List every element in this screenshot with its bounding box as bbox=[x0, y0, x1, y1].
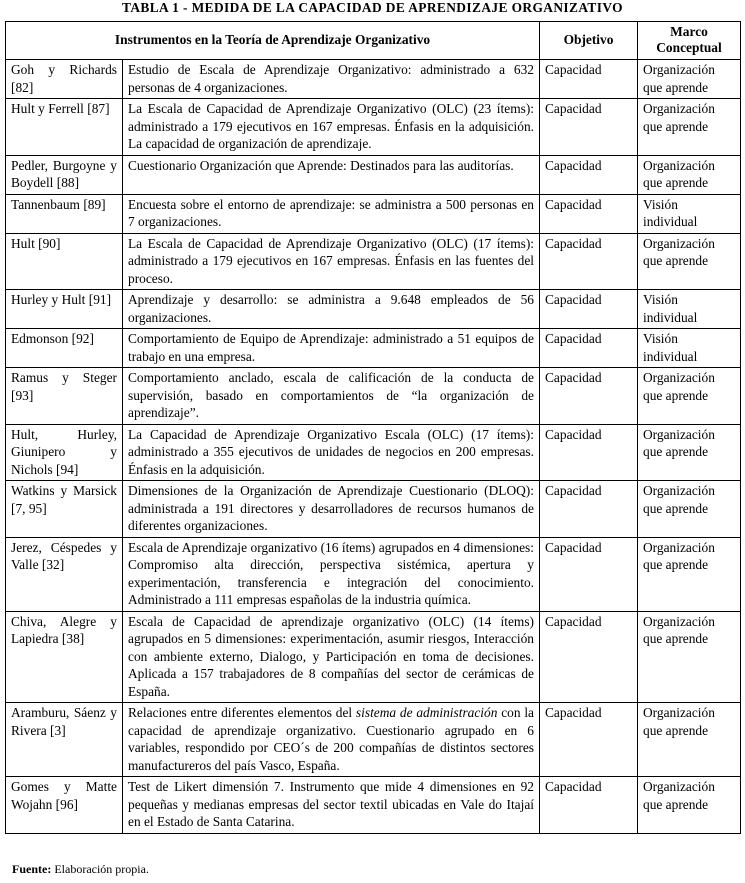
description-cell bbox=[123, 537, 540, 611]
description-cell bbox=[123, 155, 540, 194]
objetivo-cell: Capacidad bbox=[540, 481, 638, 538]
header-marco-conceptual: Marco Conceptual bbox=[638, 22, 741, 60]
table-row bbox=[6, 611, 741, 703]
marco-conceptual-cell: Visión individual bbox=[638, 329, 741, 368]
author-cell: Goh y Richards [82] bbox=[6, 60, 123, 99]
table-row bbox=[6, 194, 741, 233]
author-cell: Hult [90] bbox=[6, 233, 123, 290]
author-cell: Hurley y Hult [91] bbox=[6, 290, 123, 329]
objetivo-cell: Capacidad bbox=[540, 233, 638, 290]
description-text: Aprendizaje y desarrollo: se administra a 9.648 empleados de 56 organizaciones. bbox=[128, 292, 534, 325]
description-cell bbox=[123, 611, 540, 703]
description-text: Comportamiento anclado, escala de calificación de la conducta de supervisión, basado en comportamientos de “la organización de aprendizaje”. bbox=[128, 370, 534, 420]
marco-conceptual-cell: Visión individual bbox=[638, 194, 741, 233]
marco-conceptual-cell: Organización que aprende bbox=[638, 233, 741, 290]
author-cell: Pedler, Burgoyne y Boydell [88] bbox=[6, 155, 123, 194]
table-title: TABLA 1 - MEDIDA DE LA CAPACIDAD DE APRENDIZAJE ORGANIZATIVO bbox=[121, 0, 623, 15]
marco-conceptual-cell: Organización que aprende bbox=[638, 60, 741, 99]
measurement-table bbox=[5, 21, 741, 834]
description-text: Escala de Aprendizaje organizativo (16 ítems) agrupados en 4 dimensiones: Compromiso alta dirección, perspectiva sistémica, apertura y experimentación, transferencia e integración del conocimiento. Administrado a 111 empresas españolas de la industria química. bbox=[128, 539, 534, 607]
table-header-row bbox=[6, 22, 741, 60]
table-row bbox=[6, 329, 741, 368]
author-cell: Tannenbaum [89] bbox=[6, 194, 123, 233]
description-cell bbox=[123, 703, 540, 777]
description-text: Comportamiento de Equipo de Aprendizaje: administrado a 51 equipos de trabajo en una empresa. bbox=[128, 331, 534, 364]
description-text: Cuestionario Organización que Aprende: Destinados para las auditorías. bbox=[128, 157, 514, 173]
table-row bbox=[6, 233, 741, 290]
author-cell: Chiva, Alegre y Lapiedra [38] bbox=[6, 611, 123, 703]
table-row bbox=[6, 703, 741, 777]
description-text: Estudio de Escala de Aprendizaje Organizativo: administrado a 632 personas de 4 organizaciones. bbox=[128, 62, 534, 95]
description-text: La Capacidad de Aprendizaje Organizativo Escala (OLC) (17 ítems): administrado a 355 ejecutivos de unidades de negocios en 200 empresas. Énfasis en la adquisición. bbox=[128, 426, 534, 477]
table-row bbox=[6, 290, 741, 329]
objetivo-cell: Capacidad bbox=[540, 537, 638, 611]
description-cell bbox=[123, 777, 540, 834]
marco-conceptual-cell: Organización que aprende bbox=[638, 611, 741, 703]
objetivo-cell: Capacidad bbox=[540, 194, 638, 233]
table-row bbox=[6, 60, 741, 99]
description-text: Test de Likert dimensión 7. Instrumento que mide 4 dimensiones en 92 pequeñas y medianas empresas del sector textil ubicadas en Vale do Itajaí en el Estado de Santa Catarina. bbox=[128, 779, 534, 829]
objetivo-cell: Capacidad bbox=[540, 703, 638, 777]
description-cell bbox=[123, 194, 540, 233]
description-text: Relaciones entre diferentes elementos del bbox=[128, 705, 356, 720]
description-text: Escala de Capacidad de aprendizaje organizativo (OLC) (14 ítems) agrupados en 5 dimensiones: experimentación, asumir riesgos, Interacción con ambiente externo, Dialogo, y Participación en toma de decisiones. Aplicada a 157 trabajadores de 8 compañías del sector de cerámicas de España. bbox=[128, 613, 534, 699]
marco-conceptual-cell: Organización que aprende bbox=[638, 424, 741, 481]
author-cell: Jerez, Céspedes y Valle [32] bbox=[6, 537, 123, 611]
author-cell: Watkins y Marsick [7, 95] bbox=[6, 481, 123, 538]
table-row bbox=[6, 155, 741, 194]
description-cell bbox=[123, 60, 540, 99]
description-italic-text: sistema de administración bbox=[355, 705, 498, 720]
author-cell: Hult, Hurley, Giunipero y Nichols [94] bbox=[6, 424, 123, 481]
marco-conceptual-cell: Organización que aprende bbox=[638, 155, 741, 194]
description-text: La Escala de Capacidad de Aprendizaje Organizativo (OLC) (23 ítems): administrado a 179 ejecutivos en 167 empresas. Énfasis en la adquisición. La capacidad de organización de aprendizaje. bbox=[128, 101, 534, 151]
objetivo-cell: Capacidad bbox=[540, 290, 638, 329]
description-text-continued: con la capacidad de aprendizaje organizativo. Cuestionario agrupado en 6 variables, respondido por CEO´s de 200 compañías de distintos sectores manufactureros del país Vasco, España. bbox=[128, 705, 534, 773]
description-text: Dimensiones de la Organización de Aprendizaje Cuestionario (DLOQ): administrada a 191 directores y desarrolladores de recursos humanos de diferentes organizaciones. bbox=[128, 483, 534, 533]
table-row bbox=[6, 777, 741, 834]
source-label: Fuente: bbox=[12, 862, 52, 876]
author-cell: Hult y Ferrell [87] bbox=[6, 99, 123, 156]
objetivo-cell: Capacidad bbox=[540, 155, 638, 194]
description-text: Encuesta sobre el entorno de aprendizaje: se administra a 500 personas en 7 organizaciones. bbox=[128, 196, 534, 229]
table-row bbox=[6, 368, 741, 425]
table-body bbox=[6, 60, 741, 834]
objetivo-cell: Capacidad bbox=[540, 611, 638, 703]
objetivo-cell: Capacidad bbox=[540, 329, 638, 368]
description-cell bbox=[123, 329, 540, 368]
author-cell: Edmonson [92] bbox=[6, 329, 123, 368]
author-cell: Ramus y Steger [93] bbox=[6, 368, 123, 425]
marco-conceptual-cell: Organización que aprende bbox=[638, 777, 741, 834]
description-cell bbox=[123, 233, 540, 290]
author-cell: Aramburu, Sáenz y Rivera [3] bbox=[6, 703, 123, 777]
description-cell bbox=[123, 290, 540, 329]
table-row bbox=[6, 99, 741, 156]
description-cell bbox=[123, 368, 540, 425]
source-note bbox=[12, 862, 149, 876]
table-row bbox=[6, 424, 741, 481]
header-objetivo: Objetivo bbox=[540, 22, 638, 60]
description-cell bbox=[123, 424, 540, 481]
source-text: Elaboración propia. bbox=[51, 862, 149, 876]
objetivo-cell: Capacidad bbox=[540, 424, 638, 481]
marco-conceptual-cell: Visión individual bbox=[638, 290, 741, 329]
table-row bbox=[6, 537, 741, 611]
description-cell bbox=[123, 99, 540, 156]
objetivo-cell: Capacidad bbox=[540, 60, 638, 99]
objetivo-cell: Capacidad bbox=[540, 99, 638, 156]
marco-conceptual-cell: Organización que aprende bbox=[638, 537, 741, 611]
table-row bbox=[6, 481, 741, 538]
marco-conceptual-cell: Organización que aprende bbox=[638, 99, 741, 156]
objetivo-cell: Capacidad bbox=[540, 777, 638, 834]
description-text: La Escala de Capacidad de Aprendizaje Organizativo (OLC) (17 ítems): administrado a 179 ejecutivos en 167 empresas. Énfasis en las fuentes del proceso. bbox=[128, 235, 534, 286]
author-cell: Gomes y Matte Wojahn [96] bbox=[6, 777, 123, 834]
objetivo-cell: Capacidad bbox=[540, 368, 638, 425]
marco-conceptual-cell: Organización que aprende bbox=[638, 368, 741, 425]
header-instrumentos: Instrumentos en la Teoría de Aprendizaje Organizativo bbox=[6, 22, 540, 60]
marco-conceptual-cell: Organización que aprende bbox=[638, 481, 741, 538]
marco-conceptual-cell: Organización que aprende bbox=[638, 703, 741, 777]
description-cell bbox=[123, 481, 540, 538]
